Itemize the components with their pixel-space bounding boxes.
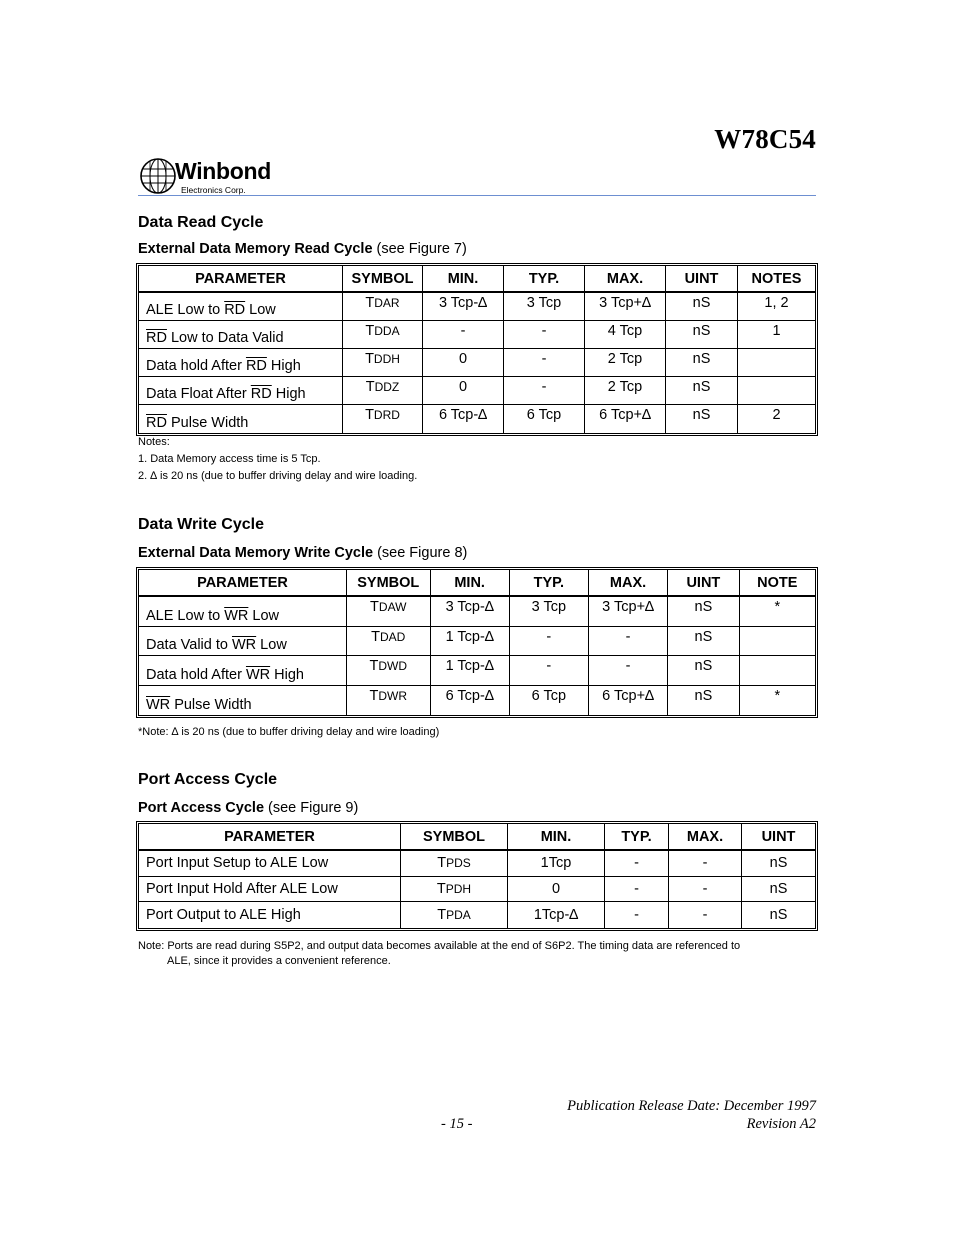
max-cell: 6 Tcp+∆	[585, 405, 666, 433]
unit-cell: nS	[668, 597, 739, 627]
column-header: SYMBOL	[401, 824, 508, 851]
symbol-cell	[401, 877, 508, 903]
max-cell: -	[669, 877, 742, 903]
parameter-cell	[139, 597, 347, 627]
symbol-subscript: DAD	[380, 629, 406, 644]
table-row	[139, 377, 815, 405]
max-cell: 2 Tcp	[585, 349, 666, 377]
column-header: UINT	[742, 824, 815, 851]
active-low-signal: $\overline{WR}$	[146, 697, 171, 713]
symbol-cell	[347, 597, 431, 627]
note-cell: 1	[738, 321, 815, 349]
typ-cell: -	[510, 656, 589, 686]
release-date: Publication Release Date: December 1997	[567, 1098, 816, 1114]
typ-cell: 3 Tcp	[504, 293, 585, 321]
symbol-letter: T	[369, 658, 379, 674]
symbol-letter: T	[436, 880, 446, 897]
note-cell	[738, 377, 815, 405]
typ-cell: -	[504, 349, 585, 377]
read-section-title: Data Read Cycle	[138, 214, 264, 231]
table-row	[139, 293, 815, 321]
unit-cell: nS	[666, 405, 738, 433]
read-note-2: 2. ∆ is 20 ns (due to buffer driving delay and wire loading.	[138, 470, 418, 482]
parameter-cell	[139, 627, 347, 657]
table-row	[139, 902, 815, 928]
symbol-cell	[401, 851, 508, 877]
unit-cell: nS	[742, 851, 815, 877]
max-cell: 3 Tcp+∆	[585, 293, 666, 321]
column-header: PARAMETER	[139, 824, 401, 851]
header-rule	[138, 195, 816, 196]
port-note-line-1: Note: Ports are read during S5P2, and output data becomes available at the end of S6P2. The timing data are referenced to	[138, 940, 741, 952]
symbol-cell	[347, 627, 431, 657]
symbol-cell	[401, 902, 508, 928]
column-header: MAX.	[589, 570, 668, 597]
typ-cell: -	[605, 877, 669, 903]
typ-cell: -	[504, 321, 585, 349]
parameter-suffix: Pulse Width	[166, 415, 249, 431]
max-cell: -	[669, 851, 742, 877]
table-row	[139, 656, 815, 686]
symbol-subscript: PDA	[446, 907, 471, 922]
parameter-cell	[139, 377, 343, 405]
unit-cell: nS	[666, 321, 738, 349]
port-caption: Port Access Cycle (see Figure 9)	[138, 800, 359, 816]
port-section-title: Port Access Cycle	[138, 771, 278, 788]
parameter-suffix: Low	[256, 637, 287, 653]
table-row	[139, 877, 815, 903]
note-cell: 1, 2	[738, 293, 815, 321]
typ-cell: -	[510, 627, 589, 657]
symbol-subscript: PDH	[445, 881, 472, 896]
max-cell: 3 Tcp+∆	[589, 597, 668, 627]
symbol-cell	[343, 405, 423, 433]
symbol-subscript: DRD	[373, 408, 400, 422]
min-cell: 3 Tcp-∆	[423, 293, 504, 321]
typ-cell: 6 Tcp	[504, 405, 585, 433]
parameter-suffix: Low	[248, 607, 279, 624]
parameter-cell: Port Input Hold After ALE Low	[139, 877, 401, 903]
active-low-signal: $\overline{WR}$	[245, 666, 271, 683]
parameter-cell: Port Input Setup to ALE Low	[139, 851, 401, 877]
symbol-cell	[347, 686, 431, 716]
min-cell: 6 Tcp-∆	[431, 686, 510, 716]
column-header: MIN.	[423, 266, 504, 293]
unit-cell: nS	[666, 349, 738, 377]
symbol-letter: T	[365, 379, 375, 395]
symbol-cell	[343, 349, 423, 377]
symbol-letter: T	[365, 323, 375, 339]
winbond-logo	[139, 156, 272, 196]
parameter-prefix: Data Valid to	[146, 637, 232, 653]
unit-cell: nS	[668, 656, 739, 686]
logo-subtitle: Electronics Corp.	[181, 185, 246, 195]
symbol-letter: T	[437, 906, 447, 923]
symbol-subscript: DWD	[378, 659, 408, 673]
column-header: NOTES	[738, 266, 815, 293]
parameter-suffix: High	[266, 358, 301, 374]
symbol-subscript: DWR	[378, 688, 408, 703]
table-row	[139, 597, 815, 627]
max-cell: -	[589, 656, 668, 686]
table-row	[139, 349, 815, 377]
typ-cell: -	[605, 902, 669, 928]
logo-brand-text: Winbond	[175, 158, 272, 184]
column-header: TYP.	[504, 266, 585, 293]
read-cycle-table	[136, 263, 818, 436]
parameter-cell	[139, 405, 343, 433]
parameter-suffix: Low	[245, 302, 276, 318]
parameter-suffix: High	[270, 666, 304, 683]
read-notes	[138, 434, 417, 485]
min-cell: 0	[423, 349, 504, 377]
typ-cell: -	[605, 851, 669, 877]
parameter-cell	[139, 293, 343, 321]
column-header: MAX.	[669, 824, 742, 851]
part-number: W78C54	[714, 124, 816, 154]
port-note-line-2: ALE, since it provides a convenient reference.	[167, 954, 391, 967]
typ-cell: 3 Tcp	[510, 597, 589, 627]
column-header: SYMBOL	[347, 570, 431, 597]
unit-cell: nS	[742, 877, 815, 903]
symbol-subscript: PDS	[446, 856, 471, 871]
active-low-signal: $\overline{RD}$	[245, 358, 267, 374]
read-note-1: 1. Data Memory access time is 5 Tcp.	[138, 453, 321, 465]
unit-cell: nS	[666, 293, 738, 321]
symbol-subscript: DDH	[373, 352, 400, 366]
note-cell	[740, 627, 815, 657]
unit-cell: nS	[668, 627, 739, 657]
read-notes-heading: Notes:	[138, 436, 170, 448]
symbol-letter: T	[365, 295, 375, 311]
table-row	[139, 627, 815, 657]
min-cell: 1 Tcp-∆	[431, 656, 510, 686]
port-note	[138, 939, 740, 968]
parameter-suffix: High	[271, 386, 306, 402]
parameter-prefix: Data Float After	[146, 386, 251, 402]
max-cell: 4 Tcp	[585, 321, 666, 349]
column-header: UINT	[666, 266, 738, 293]
symbol-letter: T	[369, 687, 379, 704]
symbol-letter: T	[370, 599, 379, 615]
globe-logo-icon	[139, 157, 177, 195]
column-header: UINT	[668, 570, 739, 597]
parameter-prefix: Data hold After	[146, 358, 246, 374]
min-cell: 1Tcp	[508, 851, 605, 877]
unit-cell: nS	[666, 377, 738, 405]
parameter-cell	[139, 321, 343, 349]
active-low-signal: $\overline{WR}$	[224, 607, 249, 624]
page-number: - 15 -	[441, 1116, 473, 1132]
typ-cell: -	[504, 377, 585, 405]
note-cell	[740, 656, 815, 686]
column-header: MIN.	[431, 570, 510, 597]
symbol-letter: T	[371, 628, 381, 645]
active-low-signal: $\overline{RD}$	[146, 330, 167, 346]
symbol-cell	[343, 321, 423, 349]
symbol-subscript: DDZ	[374, 380, 400, 394]
symbol-cell	[343, 293, 423, 321]
active-low-signal: $\overline{RD}$	[146, 415, 167, 431]
symbol-letter: T	[437, 855, 447, 872]
min-cell: -	[423, 321, 504, 349]
table-row	[139, 686, 815, 716]
parameter-cell	[139, 686, 347, 716]
unit-cell: nS	[668, 686, 739, 716]
parameter-suffix: Pulse Width	[170, 697, 252, 713]
column-header: PARAMETER	[139, 266, 343, 293]
symbol-cell	[343, 377, 423, 405]
table-row	[139, 405, 815, 433]
min-cell: 1Tcp-∆	[508, 902, 605, 928]
write-caption: External Data Memory Write Cycle (see Figure 8)	[138, 545, 468, 561]
write-section-title: Data Write Cycle	[138, 516, 264, 533]
note-cell	[738, 349, 815, 377]
port-access-table	[136, 821, 818, 931]
table-row	[139, 321, 815, 349]
max-cell: -	[669, 902, 742, 928]
column-header: PARAMETER	[139, 570, 347, 597]
parameter-cell	[139, 656, 347, 686]
unit-cell: nS	[769, 906, 788, 923]
min-cell: 3 Tcp-∆	[431, 597, 510, 627]
parameter-suffix: Low to Data Valid	[166, 330, 284, 346]
column-header: SYMBOL	[343, 266, 423, 293]
column-header: TYP.	[605, 824, 669, 851]
parameter-prefix: Data hold After	[146, 666, 246, 683]
note-cell: *	[740, 597, 815, 627]
column-header: NOTE	[740, 570, 815, 597]
symbol-subscript: DAR	[374, 296, 400, 310]
write-cycle-table	[136, 567, 818, 718]
read-caption: External Data Memory Read Cycle (see Figure 7)	[138, 241, 467, 257]
column-header: MAX.	[585, 266, 666, 293]
write-note: *Note: ∆ is 20 ns (due to buffer driving delay and wire loading)	[138, 726, 440, 738]
min-cell: 1 Tcp-∆	[431, 627, 510, 657]
min-cell: 0	[423, 377, 504, 405]
symbol-letter: T	[365, 351, 374, 367]
symbol-cell	[347, 656, 431, 686]
max-cell: 6 Tcp+∆	[589, 686, 668, 716]
parameter-prefix: ALE Low to	[146, 607, 225, 624]
note-cell: *	[774, 687, 781, 704]
symbol-subscript: DAW	[378, 600, 407, 614]
active-low-signal: $\overline{RD}$	[224, 302, 246, 318]
revision: Revision A2	[746, 1116, 816, 1132]
min-cell: 0	[508, 877, 605, 903]
note-cell: 2	[772, 407, 781, 423]
table-row	[139, 851, 815, 877]
column-header: MIN.	[508, 824, 605, 851]
column-header: TYP.	[510, 570, 589, 597]
max-cell: 2 Tcp	[585, 377, 666, 405]
min-cell: 6 Tcp-∆	[423, 405, 504, 433]
parameter-cell: Port Output to ALE High	[139, 902, 401, 928]
active-low-signal: $\overline{RD}$	[250, 386, 272, 402]
symbol-letter: T	[365, 407, 374, 423]
active-low-signal: $\overline{WR}$	[231, 637, 257, 653]
typ-cell: 6 Tcp	[510, 686, 589, 716]
parameter-prefix: ALE Low to	[146, 302, 225, 318]
parameter-cell	[139, 349, 343, 377]
symbol-subscript: DDA	[374, 324, 400, 338]
max-cell: -	[589, 627, 668, 657]
